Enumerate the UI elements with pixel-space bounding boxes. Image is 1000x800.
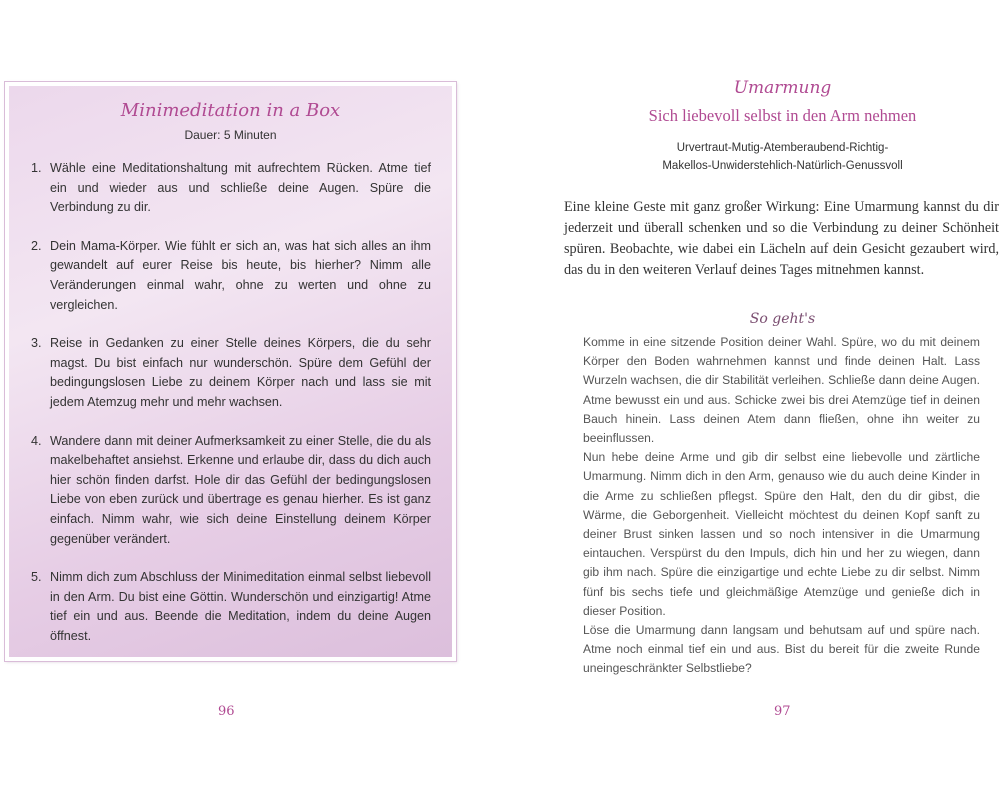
intro-paragraph: Eine kleine Geste mit ganz großer Wirkung: Eine Umarmung kannst du dir jederzeit und überall schenken und so die Verbindung zu deiner Schönheit spüren. Beobachte, wie dabei ein Lächeln auf dein Gesicht gezaubert wird, das du in den weiteren Verlauf deines Tages mitnehmen kannst. [564, 199, 999, 278]
step-number: 1. [31, 161, 42, 175]
instruction-paragraph: Nun hebe deine Arme und gib dir selbst eine liebevolle und zärtliche Umarmung. Nimm dich in den Arm, genauso wie du auch deine Kinder in die Arme zu schließen pflegst. Spüre den Halt, den du dir gibst, die Wärme, die Geborgenheit. Vielleicht möchtest du deinen Kopf sanft zu deiner Brust sinken lassen und so noch intensiver in die Umarmung eintauchen. Verspürst du den Impuls, dich hin und her zu wiegen, dann gib ihm nach. Spüre die einzigartige und echte Liebe zu dir selbst. Nimm fünf bis sechs tiefe und gleichmäßige Atemzüge und genieße dich in dieser Position. [583, 450, 980, 618]
steps-list [31, 159, 431, 665]
instructions-body [583, 333, 980, 679]
step-number: 3. [31, 336, 42, 351]
instruction-paragraph: Komme in eine sitzende Position deiner Wahl. Spüre, wo du mit deinem Körper den Boden wahrnehmen kannst und finde deinen Halt. Lass Wurzeln wachsen, die dir Stabilität verleihen. Schließe dann deine Augen. Atme bewusst ein und aus. Schicke zwei bis drei Atemzüge tief in deinen Bauch hinein. Lass deinen Atem dann fließen, ohne ihn weiter zu beeinflussen. [583, 335, 980, 446]
page-number-right: 97 [774, 704, 791, 719]
chapter-subtitle: Sich liebevoll selbst in den Arm nehmen [648, 106, 917, 125]
meditation-box [5, 82, 456, 661]
acronym-line-1: Urvertraut-Mutig-Atemberaubend-Richtig- [676, 142, 889, 154]
box-title: Minimeditation in a Box [120, 100, 341, 121]
step-item [31, 568, 431, 646]
chapter-title: Umarmung [733, 78, 832, 98]
duration-label: Dauer: 5 Minuten [184, 128, 277, 142]
step-number: 2. [31, 238, 42, 253]
step-number: 4. [31, 433, 42, 448]
step-item [31, 237, 431, 315]
step-text: Wähle eine Meditationshaltung mit aufrechtem Rücken. Atme tief ein und wieder aus und schließe deine Augen. Spüre die Verbindung zu dir. [50, 161, 431, 215]
step-text: Reise in Gedanken zu einer Stelle deines Körpers, die du sehr magst. Du bist einfach nur wunderschön. Spüre dem Gefühl der bedingungslosen Liebe zu deinem Körper nach und lass sie mit jedem Atemzug mehr und mehr wachsen. [50, 336, 431, 409]
step-item [31, 432, 431, 550]
section-heading: So geht's [749, 311, 816, 327]
step-item [31, 334, 431, 412]
page-number-left: 96 [218, 704, 235, 719]
step-text: Dein Mama-Körper. Wie fühlt er sich an, was hat sich alles an ihm gewandelt auf eurer Reise bis heute, bis hierher? Nimm alle Veränderungen einmal wahr, ohne zu werten und ohne zu vergleichen. [50, 238, 431, 312]
step-item [31, 159, 431, 218]
instruction-paragraph: Löse die Umarmung dann langsam und behutsam auf und spüre nach. Atme noch einmal tief ein und aus. Bist du bereit für die zweite Runde uneingeschränkter Selbstliebe? [583, 623, 980, 676]
step-text: Wandere dann mit deiner Aufmerksamkeit zu einer Stelle, die du als makelbehaftet ansiehst. Erkenne und erlaube dir, dass du dich auch hier schön finden darfst. Hole dir das Gefühl der bedingungslosen Liebe von eben zurück und übertrage es genau hierher. Es ist ganz einfach. Nimm wahr, wie sich deine Einstellung deinem Körper gegenüber verändert. [50, 433, 431, 546]
step-text: Nimm dich zum Abschluss der Minimeditation einmal selbst liebevoll in den Arm. Du bist eine Göttin. Wunderschön und einzigartig! Atme tief ein und aus. Beende die Meditation, indem du deine Augen öffnest. [50, 570, 431, 643]
step-number: 5. [31, 570, 42, 585]
acronym-line-2: Makellos-Unwiderstehlich-Natürlich-Genussvoll [662, 160, 903, 172]
right-page [500, 0, 1000, 800]
